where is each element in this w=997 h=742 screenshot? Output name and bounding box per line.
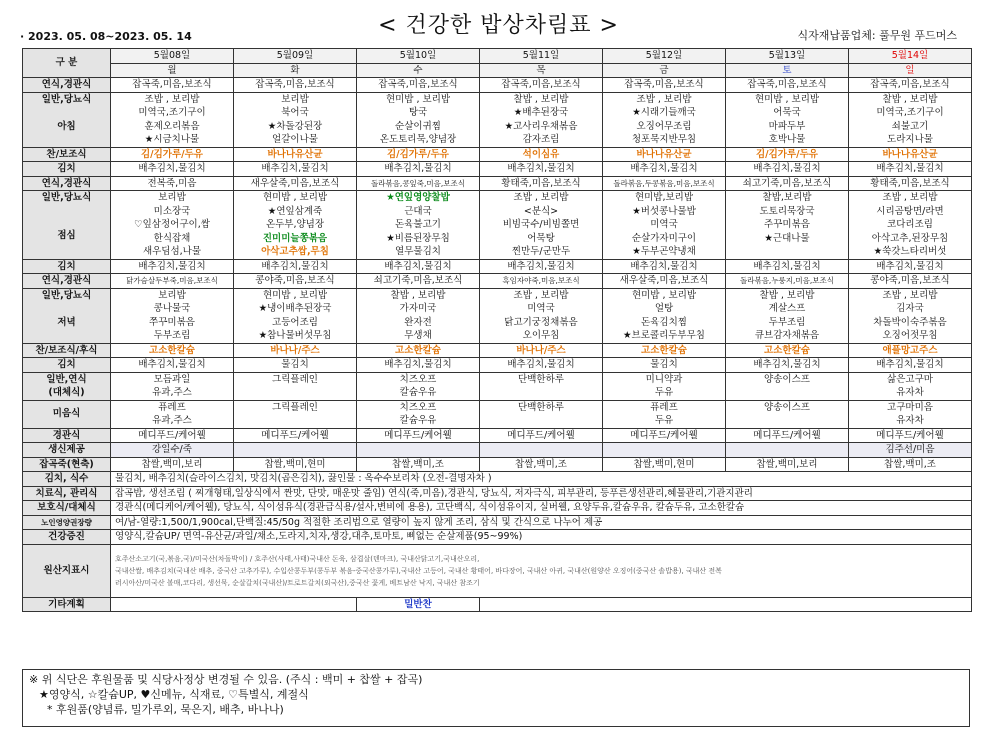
kimchi-cell: 배추김치,물김치	[234, 259, 357, 274]
side-cell: 김/김가루/두유	[111, 147, 234, 162]
menu-cell: 조밥 , 보리밥 미역국,조기구이 훈제오리볶음 ★시금치나물	[111, 92, 234, 147]
menu-cell: 닭가슴살두부죽,미음,보조식	[111, 274, 234, 289]
menu-cell: 돌라볶음,두콩볶음,미음,보조식	[603, 176, 726, 191]
row-label: 치료식, 관리식	[23, 486, 111, 501]
menu-cell: 보리밥 북어국 ★차돌강된장 얼갈이나물	[234, 92, 357, 147]
menu-cell: 새우살죽,미음,보조식	[234, 176, 357, 191]
date-mon: 5월08일	[111, 49, 234, 64]
row-label: 연식,경관식	[23, 274, 111, 289]
row-label: 원산지표시	[23, 544, 111, 597]
tube-row	[23, 428, 972, 443]
row-label: 경관식	[23, 428, 111, 443]
notes-box	[22, 669, 970, 727]
snack-cell: 그릭플레인	[234, 372, 357, 400]
snack-cell: 양송이스프	[726, 400, 849, 428]
kimchi-cell: 배추김치,물김치	[357, 259, 480, 274]
snack-cell: 삶은고구마 유자차	[849, 372, 972, 400]
notes-line-1: ※ 위 식단은 후원물품 및 식당사정상 변경될 수 있음. (주식 : 백미 + 찹쌀 + 잡곡)	[29, 673, 423, 686]
menu-cell: 찰밥 , 보리밥 가자미국 완자전 무생채	[357, 288, 480, 343]
menu-cell: 잡곡죽,미음,보조식	[111, 78, 234, 93]
row-label: 일반,연식 (대체식)	[23, 372, 111, 400]
side-cell: 고소한칼슘	[603, 343, 726, 358]
dinner-side-row	[23, 343, 972, 358]
breakfast-main-row	[23, 92, 972, 147]
breakfast-kimchi-row	[23, 162, 972, 177]
snack-cell: 퓨레프 유과,주스	[111, 400, 234, 428]
snack-cell: 단백한하루	[480, 372, 603, 400]
row-label: 노인영양권장량	[23, 515, 111, 530]
menu-cell: 현미밥,보리밥 ★버섯콩나물밥 미역국 순살가자미구이 ★두부곤약냉채	[603, 191, 726, 260]
menu-cell: 조밥 , 보리밥 시리곰탕면/라면 코다리조림 아삭고추,된장무침 ★쑥갓느타리버섯	[849, 191, 972, 260]
side-cell: 바나나/주스	[234, 343, 357, 358]
tube-cell: 메디푸드/케어웰	[111, 428, 234, 443]
kimchi-cell: 배추김치,물김치	[480, 259, 603, 274]
menu-cell: 돌라볶음,누룽지,미음,보조식	[726, 274, 849, 289]
snack-normal-row	[23, 372, 972, 400]
day-row	[23, 63, 972, 78]
birthday-cell	[726, 443, 849, 458]
lunch-kimchi-row	[23, 259, 972, 274]
snack-cell: 그릭플레인	[234, 400, 357, 428]
tube-cell: 메디푸드/케어웰	[726, 428, 849, 443]
row-label: 김치	[23, 162, 111, 177]
dinner-main-row	[23, 288, 972, 343]
row-label	[23, 288, 111, 343]
row-label: 찬/보조식/후식	[23, 343, 111, 358]
row-label-meal: 저녁	[57, 317, 76, 328]
menu-cell: 흑임자야죽,미음,보조식	[480, 274, 603, 289]
grain-cell: 찹쌀,백미,현미	[603, 457, 726, 472]
menu-cell: 잡곡죽,미음,보조식	[603, 78, 726, 93]
row-label: 생신제공	[23, 443, 111, 458]
day-sat: 토	[726, 63, 849, 78]
grain-cell: 찹쌀,백미,조	[357, 457, 480, 472]
row-label	[23, 191, 111, 260]
menu-cell: 돌라볶음,콩잎죽,미음,보조식	[357, 176, 480, 191]
menu-cell: 현미밥 , 보리밥 ★연잎삼계죽 온두부,양념장 진미미늘쫑볶음 아삭고추쌈,무침	[234, 191, 357, 260]
menu-cell: 잡곡죽,미음,보조식	[357, 78, 480, 93]
snack-cell: 모듬과일 유과,주스	[111, 372, 234, 400]
snack-diet-row	[23, 400, 972, 428]
dinner-soft-row	[23, 274, 972, 289]
menu-cell: 잡곡죽,미음,보조식	[726, 78, 849, 93]
tube-cell: 메디푸드/케어웰	[357, 428, 480, 443]
kimchi-cell: 배추김치,물김치	[357, 162, 480, 177]
kimchi-cell: 배추김치,물김치	[849, 259, 972, 274]
menu-cell: 쇠고기죽,미음,보조식	[357, 274, 480, 289]
kimchi-cell: 배추김치,물김치	[111, 259, 234, 274]
day-thu: 목	[480, 63, 603, 78]
weekly-menu-table	[22, 48, 972, 612]
menu-cell: 전복죽,미음	[111, 176, 234, 191]
grain-cell: 찹쌀,백미,현미	[234, 457, 357, 472]
kimchi-cell: 물김치	[603, 358, 726, 373]
date-sat: 5월13일	[726, 49, 849, 64]
birthday-cell: 강일수/죽	[111, 443, 234, 458]
kimchi-cell: 배추김치,물김치	[849, 162, 972, 177]
other-plan-row	[23, 597, 972, 612]
menu-cell: 콩야죽,미음,보조식	[849, 274, 972, 289]
menu-period: · 2023. 05. 08~2023. 05. 14	[20, 30, 192, 43]
kimchi-cell: 배추김치,물김치	[849, 358, 972, 373]
menu-cell: 현미밥 , 보리밥 얼탕 돈육김치찜 ★브로콜리두부무침	[603, 288, 726, 343]
kimchi-cell: 배추김치,물김치	[357, 358, 480, 373]
menu-cell: 콩야죽,미음,보조식	[234, 274, 357, 289]
side-cell: 고소한칼슘	[111, 343, 234, 358]
menu-cell: 찰밥,보리밥 도토리묵장국 주꾸미볶음 ★근대나물	[726, 191, 849, 260]
date-thu: 5월11일	[480, 49, 603, 64]
date-tue: 5월09일	[234, 49, 357, 64]
snack-cell: 양송이스프	[726, 372, 849, 400]
row-label: 찬/보조식	[23, 147, 111, 162]
kimchi-cell: 물김치	[234, 358, 357, 373]
menu-cell: 쇠고기죽,미음,보조식	[726, 176, 849, 191]
row-label-normal: 일반,당뇨식	[41, 93, 92, 105]
day-sun: 일	[849, 63, 972, 78]
side-cell: 고소한칼슘	[357, 343, 480, 358]
side-cell: 바나나/주스	[480, 343, 603, 358]
grain-cell: 찹쌀,백미,보리	[726, 457, 849, 472]
menu-cell: 조밥 , 보리밥 미역국 닭고기궁정채볶음 오이무침	[480, 288, 603, 343]
kimchi-cell: 배추김치,물김치	[111, 162, 234, 177]
menu-cell: 보리밥 콩나물국 쭈꾸미볶음 두부조림	[111, 288, 234, 343]
day-fri: 금	[603, 63, 726, 78]
kimchi-cell: 배추김치,물김치	[111, 358, 234, 373]
tube-cell: 메디푸드/케어웰	[849, 428, 972, 443]
row-label: 기타계획	[23, 597, 111, 612]
birthday-cell	[357, 443, 480, 458]
info-row	[23, 530, 972, 545]
menu-cell: 현미밥 , 보리밥 ★냉이배추된장국 고등어조림 ★참나물버섯무침	[234, 288, 357, 343]
birthday-row	[23, 443, 972, 458]
day-mon: 월	[111, 63, 234, 78]
kimchi-cell: 배추김치,물김치	[234, 162, 357, 177]
snack-cell: 미니약과 두유	[603, 372, 726, 400]
tube-cell: 메디푸드/케어웰	[234, 428, 357, 443]
birthday-cell	[603, 443, 726, 458]
side-cell: 고소한칼슘	[726, 343, 849, 358]
birthday-cell	[480, 443, 603, 458]
kimchi-cell: 배추김치,물김치	[480, 358, 603, 373]
menu-cell: 새우살죽,미음,보조식	[603, 274, 726, 289]
snack-cell: 단백한하루	[480, 400, 603, 428]
row-label: 김치	[23, 358, 111, 373]
row-label: 연식,경관식	[23, 78, 111, 93]
grain-cell: 찹쌀,백미,조	[849, 457, 972, 472]
menu-cell: 조밥 , 보리밥 김자국 차돌박이숙주볶음 오징어젓무침	[849, 288, 972, 343]
side-cell: 바나나유산균	[234, 147, 357, 162]
kimchi-cell: 배추김치,물김치	[726, 162, 849, 177]
info-text: 여/남-열량:1,500/1,900cal,단백질:45/50g 적절한 조리법으로 열량이 높지 않게 조리, 삼식 및 간식으로 나누어 제공	[111, 515, 972, 530]
birthday-cell: 김주선/미음	[849, 443, 972, 458]
row-label: 보호식/대체식	[23, 501, 111, 516]
breakfast-side-row	[23, 147, 972, 162]
origin-row	[23, 544, 972, 597]
page-title: < 건강한 밥상차림표 >	[378, 13, 619, 38]
menu-cell: 잡곡죽,미음,보조식	[234, 78, 357, 93]
menu-cell: 보리밥 미소장국 ♡잎삼정어구이,쌈 한식잡채 새우딤섬,나물	[111, 191, 234, 260]
menu-cell: 현미밥 , 보리밥 어묵국 마파두부 호박나물	[726, 92, 849, 147]
row-label-meal: 점심	[57, 229, 76, 241]
menu-cell: 황태죽,미음,보조식	[480, 176, 603, 191]
snack-cell: 치즈오프 칼슘우유	[357, 400, 480, 428]
date-wed: 5월10일	[357, 49, 480, 64]
menu-cell: 찰밥 , 보리밥 계살스프 두부조림 큐브감자채볶음	[726, 288, 849, 343]
menu-cell: 찰밥 , 보리밥 ★배추된장국 ★고사리우채볶음 감자조림	[480, 92, 603, 147]
side-cell: 김/김가루/두유	[726, 147, 849, 162]
other-plan-value: 밀반찬	[357, 597, 480, 612]
day-tue: 화	[234, 63, 357, 78]
row-label-meal: 아침	[57, 121, 76, 132]
side-cell: 김/김가루/두유	[357, 147, 480, 162]
snack-cell: 치즈오프 칼슘우유	[357, 372, 480, 400]
snack-cell: 고구마미음 유자차	[849, 400, 972, 428]
info-text: 잡곡밥, 생선조림 ( 찌개형태,일상식에서 짠맛, 단맛, 매운맛 줄임) 연식(죽,미음),경관식, 당뇨식, 저자극식, 피부관리, 등푸른생선관리,혜물관리,기관지관리	[111, 486, 972, 501]
tube-cell: 메디푸드/케어웰	[603, 428, 726, 443]
info-row	[23, 515, 972, 530]
info-text: 경관식(메디케어/케어웰), 당뇨식, 식이섬유식(경관급식용/설사,변비에 용용), 고단백식, 식이섬유이지, 실버웰, 요양두유,칼슘우유, 칼슘두유, 고소한칼슘	[111, 501, 972, 516]
row-label	[23, 92, 111, 147]
row-label: 건강증진	[23, 530, 111, 545]
side-cell: 석이심유	[480, 147, 603, 162]
menu-cell: 잡곡죽,미음,보조식	[480, 78, 603, 93]
grain-cell: 찹쌀,백미,보리	[111, 457, 234, 472]
row-label: 미음식	[23, 400, 111, 428]
menu-cell: 조밥 , 보리밥 ★시래기들깨국 오징어무조림 청포묵지반무침	[603, 92, 726, 147]
side-cell: 바나나유산균	[849, 147, 972, 162]
date-row	[23, 49, 972, 64]
grain-row	[23, 457, 972, 472]
row-label: 연식,경관식	[23, 176, 111, 191]
grain-cell: 찹쌀,백미,조	[480, 457, 603, 472]
lunch-soft-row	[23, 176, 972, 191]
kimchi-cell: 배추김치,물김치	[726, 358, 849, 373]
gubun-label: 구 분	[23, 49, 111, 78]
tube-cell: 메디푸드/케어웰	[480, 428, 603, 443]
notes-line-3: * 후원품(양념류, 밀가루외, 묵은지, 배추, 바나나)	[47, 703, 284, 716]
lunch-main-row	[23, 191, 972, 260]
origin-text: 호주산소고기(국,볶음,국)/미국산(차돌박이) / 호주산(사태,사태)국내산 돈육, 삼겹살(덴마크), 국내산닭고기,국내산오리, 국내산쌀, 배추김치(국내산 배추, 중국산 고추가루), 수입산콩두부(콩두부 볶음-중국산콩가루),국내산 고등어, 국내산 황태어, 바다장어, 국내산 아귀, 국내산(원양산 오징어(중국산 솔밥용), 국내산 전복 러시아산/미국산 볼매,코다리, 생선묵, 순살갈치(국내산)/트로트갈치(외국산),중국산 꽃게, 베트남산 낙지, 국내산 참조기	[111, 544, 972, 597]
supplier-info: 식자재납품업체: 풀무원 푸드머스	[797, 29, 957, 42]
kimchi-cell: 배추김치,물김치	[480, 162, 603, 177]
row-label-normal: 일반,당뇨식	[41, 289, 92, 301]
info-row	[23, 501, 972, 516]
date-fri: 5월12일	[603, 49, 726, 64]
snack-cell: 퓨레프 두유	[603, 400, 726, 428]
birthday-cell	[234, 443, 357, 458]
menu-cell: 조밥 , 보리밥 <분식> 비빔국수/비빔쫄면 어묵탕 찐만두/군만두	[480, 191, 603, 260]
menu-cell: 황태죽,미음,보조식	[849, 176, 972, 191]
info-text: 영양식,칼슘UP/ 면역-유산균/과일/채소,도라지,치자,생강,대추,토마토, 삐없는 순살제품(95~99%)	[111, 530, 972, 545]
day-wed: 수	[357, 63, 480, 78]
dinner-kimchi-row	[23, 358, 972, 373]
date-sun: 5월14일	[849, 49, 972, 64]
kimchi-cell: 배추김치,물김치	[603, 259, 726, 274]
row-label: 김치	[23, 259, 111, 274]
row-label: 김치, 식수	[23, 472, 111, 487]
menu-cell: 현미밥 , 보리밥 탕국 순살이귀찜 온도토리묵,양념장	[357, 92, 480, 147]
menu-cell: ★연잎영양찰밥 근대국 돈육불고기 ★비름된장무침 열무물김치	[357, 191, 480, 260]
info-row	[23, 486, 972, 501]
kimchi-cell: 배추김치,물김치	[726, 259, 849, 274]
info-text: 물김치, 배추김치(슬라이스김치, 맛김치(곱은김치), 끓인물 : 옥수수보리차 (오전-결명자차 )	[111, 472, 972, 487]
breakfast-soft-row	[23, 78, 972, 93]
info-row	[23, 472, 972, 487]
row-label-normal: 일반,당뇨식	[41, 192, 92, 203]
row-label: 잡곡죽(현축)	[23, 457, 111, 472]
kimchi-cell: 배추김치,물김치	[603, 162, 726, 177]
notes-line-2: ★영양식, ☆칼슘UP, ♥신메뉴, 식재료, ♡특별식, 계절식	[39, 688, 309, 701]
side-cell: 바나나유산균	[603, 147, 726, 162]
menu-cell: 찰밥 , 보리밥 미역국,조기구이 쇠불고기 도라지나물	[849, 92, 972, 147]
side-cell: 애플망고주스	[849, 343, 972, 358]
menu-cell: 잡곡죽,미음,보조식	[849, 78, 972, 93]
